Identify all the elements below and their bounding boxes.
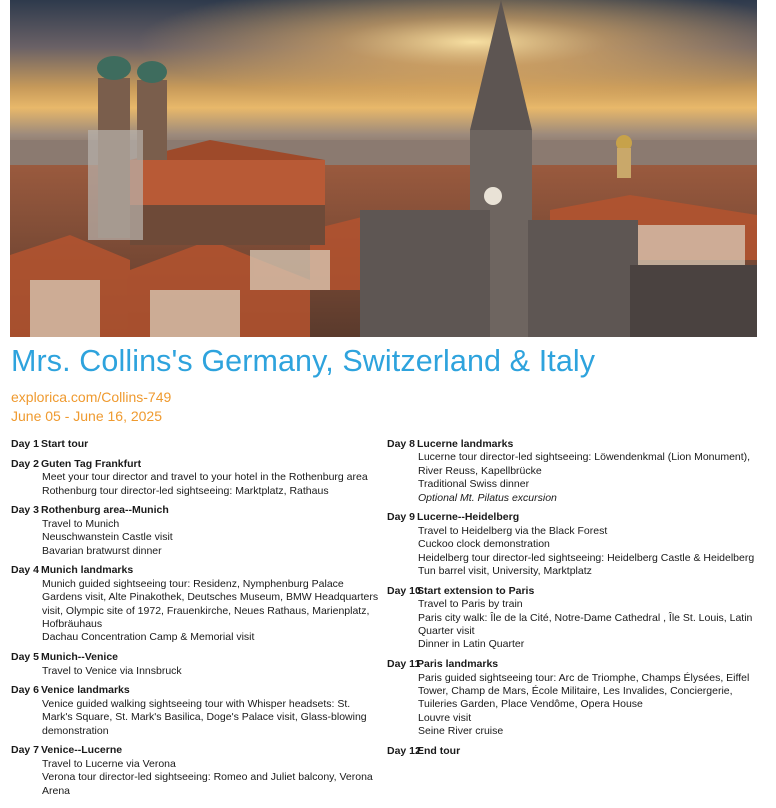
page-title: Mrs. Collins's Germany, Switzerland & Italy: [11, 344, 596, 378]
day-title: Munich landmarks: [41, 564, 134, 577]
day-heading: [11, 438, 381, 451]
day-activity: Dinner in Latin Quarter: [418, 638, 525, 651]
day-number: Day 11: [387, 658, 421, 671]
itinerary-day: [11, 504, 381, 558]
day-title: Venice--Lucerne: [41, 744, 123, 757]
day-heading: [387, 658, 762, 671]
itinerary-day: [11, 438, 381, 451]
day-activity: Cuckoo clock demonstration: [418, 538, 550, 551]
day-title: Lucerne landmarks: [417, 438, 514, 450]
day-number: Day 6: [11, 684, 40, 697]
day-heading: [11, 651, 381, 664]
day-title: End tour: [417, 745, 461, 758]
itinerary-day: [387, 658, 762, 738]
itinerary-day: [11, 744, 381, 798]
day-heading: [387, 438, 762, 451]
day-number: Day 1: [11, 438, 40, 450]
hero-photo-munich-skyline: [10, 0, 757, 337]
day-heading: [387, 745, 762, 758]
day-number: Day 8: [387, 438, 416, 450]
day-heading: [11, 744, 381, 757]
day-title: Venice landmarks: [41, 684, 130, 697]
itinerary-day: [11, 564, 381, 644]
day-activity: Bavarian bratwurst dinner: [42, 544, 162, 557]
day-activity: Paris city walk: Île de la Cité, Notre-Dame Cathedral , Île St. Louis, Latin Quarter visit: [418, 611, 753, 638]
day-number: Day 3: [11, 504, 40, 517]
day-title: Paris landmarks: [417, 658, 499, 671]
city-skyline-illustration: [10, 0, 757, 337]
day-activity: Louvre visit: [418, 711, 472, 724]
day-activity: Dachau Concentration Camp & Memorial visit: [42, 631, 255, 644]
day-activity: Travel to Venice via Innsbruck: [42, 664, 182, 677]
day-activity: Seine River cruise: [418, 725, 504, 738]
day-activity: Lucerne tour director-led sightseeing: Löwendenkmal (Lion Monument), River Reuss, Kapellbrücke: [418, 451, 751, 477]
day-activity: Travel to Heidelberg via the Black Forest: [418, 524, 608, 537]
itinerary-day: [11, 684, 381, 738]
itinerary-day: [387, 511, 762, 578]
itinerary-day: [387, 438, 762, 505]
itinerary-day: [11, 651, 381, 678]
day-title: Lucerne--Heidelberg: [417, 511, 520, 524]
itinerary-column-left: [11, 438, 381, 804]
day-number: Day 9: [387, 511, 416, 524]
day-activity: Travel to Munich: [42, 517, 120, 530]
day-activity: Meet your tour director and travel to your hotel in the Rothenburg area: [42, 471, 368, 484]
day-activity: Paris guided sightseeing tour: Arc de Triomphe, Champs Élysées, Eiffel Tower, Champ de Mars, École Militaire, Les Invalides, Conciergerie, Tuileries Garden, Place Vendôme, Opera House: [418, 671, 750, 711]
day-activity: Neuschwanstein Castle visit: [42, 531, 173, 544]
day-activity: Travel to Paris by train: [418, 598, 523, 611]
day-heading: [11, 564, 381, 577]
day-heading: [387, 585, 762, 598]
itinerary-day: [11, 458, 381, 498]
day-title: Start extension to Paris: [417, 584, 535, 597]
day-number: Day 7: [11, 744, 40, 757]
day-title: Guten Tag Frankfurt: [41, 457, 142, 470]
day-title: Start tour: [41, 438, 89, 450]
day-activity: Traditional Swiss dinner: [418, 478, 530, 491]
day-number: Day 2: [11, 457, 40, 470]
day-number: Day 10: [387, 584, 421, 597]
day-number: Day 5: [11, 651, 40, 664]
day-title: Munich--Venice: [41, 651, 119, 664]
itinerary-day: [387, 745, 762, 758]
day-heading: [11, 504, 381, 517]
day-number: Day 12: [387, 745, 421, 758]
itinerary-column-right: [387, 438, 762, 765]
day-number: Day 4: [11, 564, 40, 577]
tour-dates: June 05 - June 16, 2025: [11, 408, 163, 424]
day-activity: Venice guided walking sightseeing tour with Whisper headsets: St. Mark's Square, St. Mark's Basilica, Doge's Palace visit, Glass-blowing demonstration: [42, 697, 367, 737]
day-activity: Verona tour director-led sightseeing: Romeo and Juliet balcony, Verona Arena: [42, 771, 373, 797]
tour-url-link[interactable]: explorica.com/Collins-749: [11, 389, 172, 405]
day-activity: Munich guided sightseeing tour: Residenz, Nymphenburg Palace Gardens visit, Alte Pinakothek, Deutsches Museum, BMW Headquarters visit, Olympic site of 1972, Frauenkirche, Neues Rathaus, Marienplatz, Hofbräuhaus: [42, 577, 379, 631]
day-heading: [11, 458, 381, 471]
day-activity: Optional Mt. Pilatus excursion: [418, 491, 557, 504]
day-title: Rothenburg area--Munich: [41, 504, 169, 517]
itinerary-day: [387, 585, 762, 652]
day-heading: [387, 511, 762, 524]
day-activity: Travel to Lucerne via Verona: [42, 757, 176, 770]
day-activity: Heidelberg tour director-led sightseeing: Heidelberg Castle & Heidelberg Tun barrel visit, University, Marktplatz: [418, 551, 755, 578]
day-activity: Rothenburg tour director-led sightseeing: Marktplatz, Rathaus: [42, 484, 329, 497]
day-heading: [11, 684, 381, 697]
